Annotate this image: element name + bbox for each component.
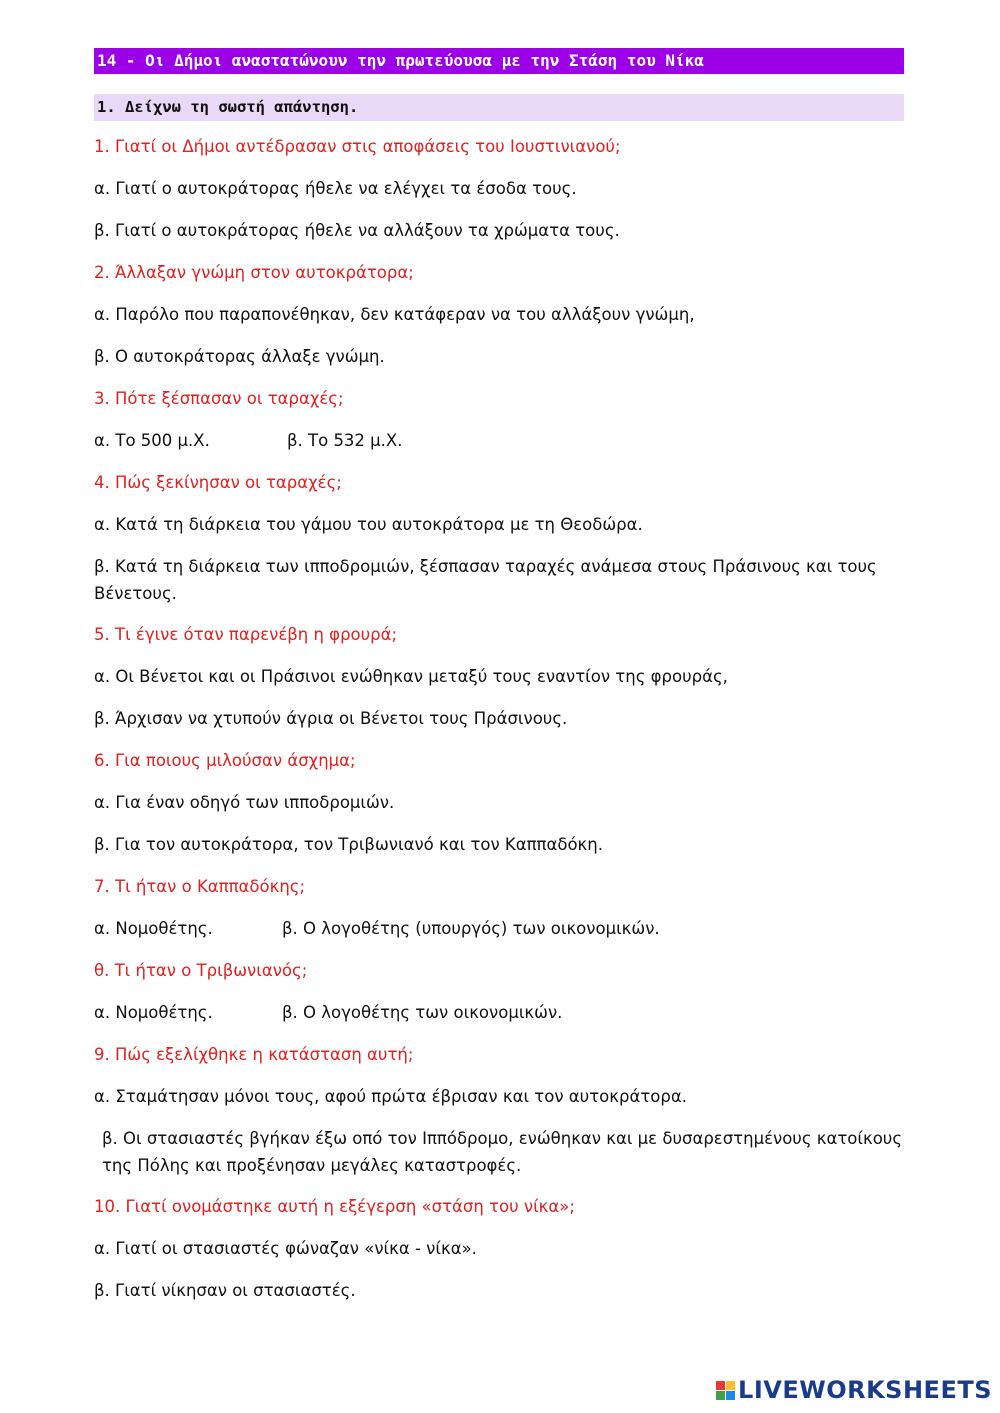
- worksheet-title: 14 - Οι Δήμοι αναστατώνουν την πρωτεύουσα με την Στάση του Νίκα: [94, 48, 904, 74]
- question-1: 1. Γιατί οι Δήμοι αντέδρασαν στις αποφάσεις του Ιουστινιανού;: [94, 137, 621, 156]
- answer-row-8: [94, 999, 904, 1027]
- question-4: 4. Πώς ξεκίνησαν οι ταραχές;: [94, 473, 342, 492]
- answer-row-7: [94, 915, 904, 943]
- answer-1b[interactable]: β. Γιατί ο αυτοκράτορας ήθελε να αλλάξουν τα χρώματα τους.: [94, 221, 620, 240]
- answer-6a[interactable]: α. Για έναν οδηγό των ιπποδρομιών.: [94, 793, 395, 812]
- liveworksheets-logo: [716, 1375, 992, 1405]
- logo-square-green: [716, 1391, 725, 1400]
- answer-7b[interactable]: β. Ο λογοθέτης (υπουργός) των οικονομικών.: [282, 919, 660, 938]
- answer-8b[interactable]: β. Ο λογοθέτης των οικονομικών.: [282, 1003, 563, 1022]
- answer-9b[interactable]: β. Οι στασιαστές βγήκαν έξω οπό τον Ιππόδρομο, ενώθηκαν και με δυσαρεστημένους κατοίκους της Πόλης και προξένησαν μεγάλες καταστροφές.: [102, 1129, 903, 1175]
- question-8: θ. Τι ήταν ο Τριβωνιανός;: [94, 961, 308, 980]
- question-9: 9. Πώς εξελίχθηκε η κατάσταση αυτή;: [94, 1045, 414, 1064]
- question-6: 6. Για ποιους μιλούσαν άσχημα;: [94, 751, 356, 770]
- answer-3b[interactable]: β. Το 532 μ.Χ.: [287, 431, 403, 450]
- logo-text: LIVEWORKSHEETS: [738, 1376, 992, 1404]
- question-7: 7. Τι ήταν ο Καππαδόκης;: [94, 877, 306, 896]
- answer-5a[interactable]: α. Οι Βένετοι και οι Πράσινοι ενώθηκαν μεταξύ τους εναντίον της φρουράς,: [94, 667, 728, 686]
- answer-7a[interactable]: α. Νομοθέτης.: [94, 919, 213, 938]
- question-list: [94, 133, 904, 1305]
- logo-square-blue: [726, 1391, 735, 1400]
- question-5: 5. Τι έγινε όταν παρενέβη η φρουρά;: [94, 625, 398, 644]
- answer-3a[interactable]: α. Το 500 μ.Χ.: [94, 431, 210, 450]
- question-2: 2. Άλλαξαν γνώμη στον αυτοκράτορα;: [94, 263, 414, 282]
- worksheet-page: [94, 48, 904, 1319]
- logo-grid-icon: [716, 1381, 735, 1400]
- logo-square-yellow: [726, 1381, 735, 1390]
- answer-2b[interactable]: β. Ο αυτοκράτορας άλλαξε γνώμη.: [94, 347, 385, 366]
- answer-10b[interactable]: β. Γιατί νίκησαν οι στασιαστές.: [94, 1281, 356, 1300]
- question-3: 3. Πότε ξέσπασαν οι ταραχές;: [94, 389, 344, 408]
- question-10: 10. Γιατί ονομάστηκε αυτή η εξέγερση «στάση του νίκα»;: [94, 1197, 575, 1216]
- answer-9a[interactable]: α. Σταμάτησαν μόνοι τους, αφού πρώτα έβρισαν και τον αυτοκράτορα.: [94, 1087, 687, 1106]
- answer-row-3: [94, 427, 904, 455]
- answer-4a[interactable]: α. Κατά τη διάρκεια του γάμου του αυτοκράτορα με τη Θεοδώρα.: [94, 515, 643, 534]
- logo-square-red: [716, 1381, 725, 1390]
- section-heading: 1. Δείχνω τη σωστή απάντηση.: [94, 94, 904, 121]
- answer-4b[interactable]: β. Κατά τη διάρκεια των ιπποδρομιών, ξέσπασαν ταραχές ανάμεσα στους Πράσινους και τους Βένετους.: [94, 557, 877, 603]
- answer-6b[interactable]: β. Για τον αυτοκράτορα, τον Τριβωνιανό και τον Καππαδόκη.: [94, 835, 603, 854]
- answer-1a[interactable]: α. Γιατί ο αυτοκράτορας ήθελε να ελέγχει τα έσοδα τους.: [94, 179, 577, 198]
- answer-10a[interactable]: α. Γιατί οι στασιαστές φώναζαν «νίκα - νίκα».: [94, 1239, 477, 1258]
- answer-5b[interactable]: β. Άρχισαν να χτυπούν άγρια οι Βένετοι τους Πράσινους.: [94, 709, 568, 728]
- answer-8a[interactable]: α. Νομοθέτης.: [94, 1003, 213, 1022]
- answer-2a[interactable]: α. Παρόλο που παραπονέθηκαν, δεν κατάφεραν να του αλλάξουν γνώμη,: [94, 305, 695, 324]
